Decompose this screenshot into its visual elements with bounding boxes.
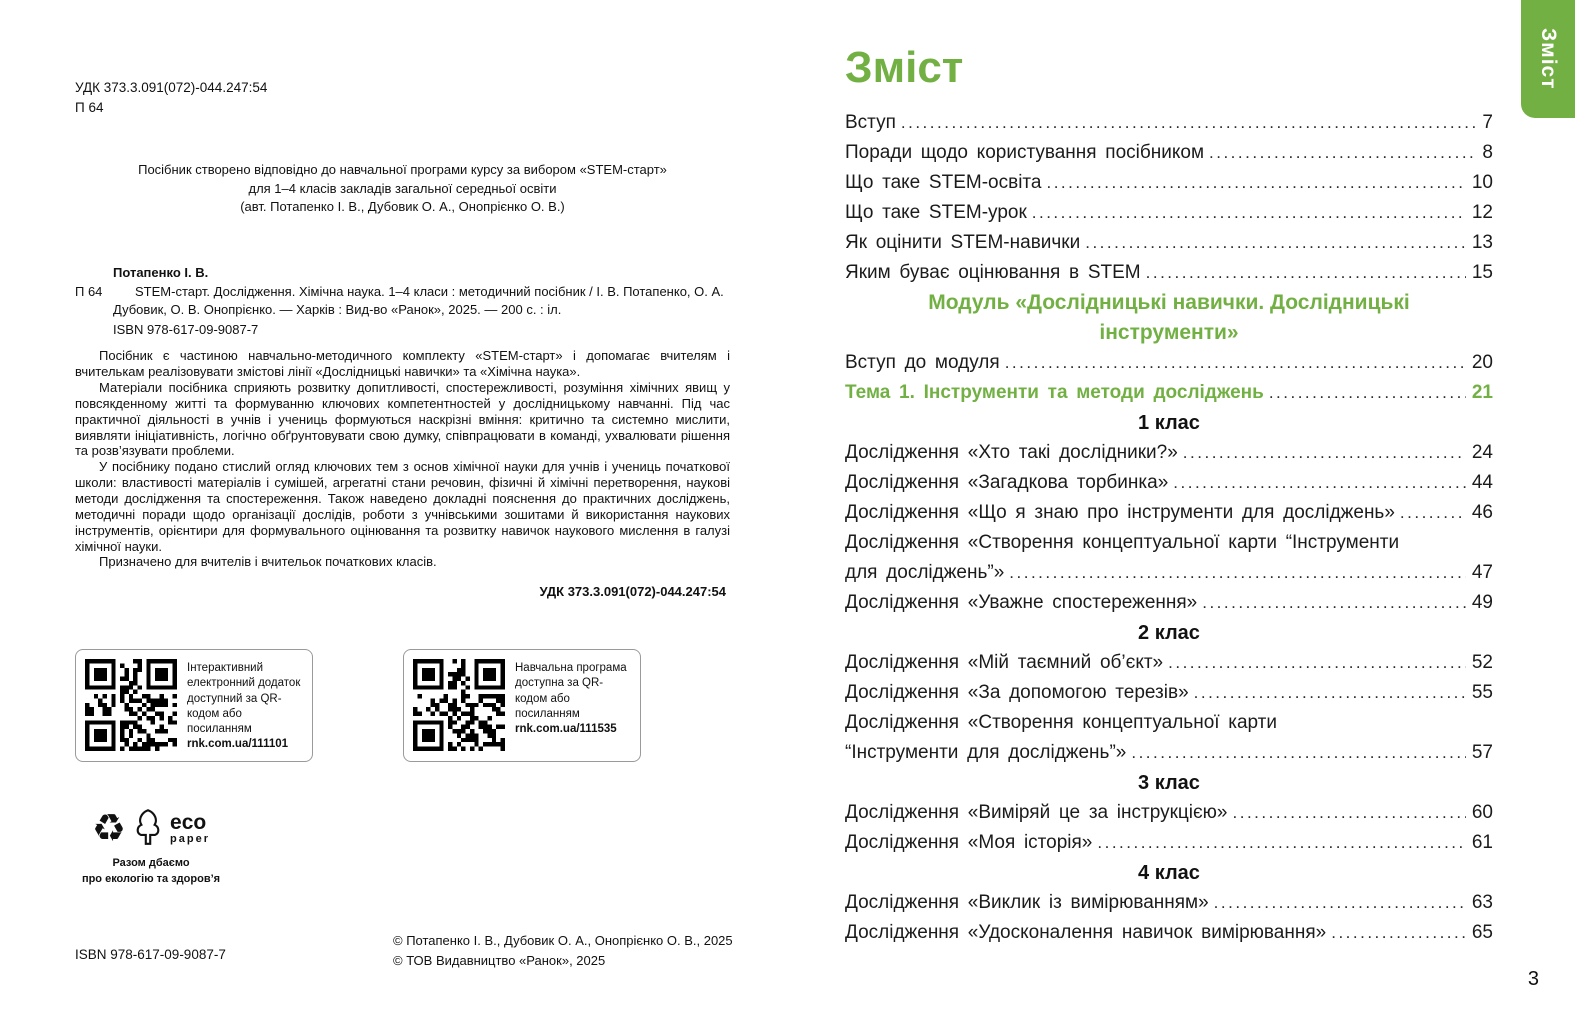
toc-entry-page: 7	[1482, 112, 1493, 133]
toc-entry	[845, 558, 1493, 588]
toc-entry-page: 52	[1471, 652, 1493, 673]
dot-leader	[1097, 828, 1465, 858]
annotation-paragraph: Матеріали посібника сприяють розвитку допитливості, спостережливості, розуміння хімічних явищ у повсякденному житті та формуванню ключових компетентностей у дослідницькому навчанні. Під час практичної діяльності в учнів і учениць формуються наскрізні вміння: критично та системно мислити, виявляти ініціативність, логічно обґрунтовувати свою думку, співпрацювати в команді, ухвалювати рішення та розв’язувати проблеми.	[75, 379, 730, 459]
toc-entry-label: Тема 1. Інструменти та методи досліджень	[845, 382, 1264, 403]
toc-entry-label: Дослідження «Виклик із вимірюванням»	[845, 892, 1209, 913]
toc-entry-label: Вступ до модуля	[845, 352, 1000, 373]
qr-code-icon	[413, 659, 505, 751]
toc-entry	[845, 918, 1493, 948]
toc-title: Зміст	[845, 43, 964, 92]
qr-caption	[187, 659, 303, 752]
toc-entry-label: Дослідження «Уважне спостереження»	[845, 592, 1198, 613]
toc-entry	[845, 738, 1493, 768]
dot-leader	[1400, 498, 1466, 528]
toc-entry	[845, 438, 1493, 468]
toc-entry	[845, 648, 1493, 678]
dot-leader	[1214, 888, 1466, 918]
toc-entry	[845, 678, 1493, 708]
copyright	[393, 931, 733, 971]
toc-entry-page: 49	[1471, 592, 1493, 613]
toc-entry	[845, 258, 1493, 288]
toc-module-heading: інструменти»	[1099, 321, 1239, 344]
qr-caption	[515, 659, 631, 737]
dot-leader	[1209, 138, 1476, 168]
toc-entry-page: 8	[1482, 142, 1493, 163]
toc-entry-label: Що таке STEM-освіта	[845, 172, 1042, 193]
toc-entry-label: Поради щодо користування посібником	[845, 142, 1205, 163]
dot-leader	[1146, 258, 1466, 288]
toc-entry-line1: Дослідження «Створення концептуальної карти “Інструменти	[845, 532, 1400, 553]
annotation-paragraph: У посібнику подано стислий огляд ключових тем з основ хімічної науки для учнів і учениць початкової школи: властивості матеріалів і сумішей, агрегатні стани речовин, фізичні й хімічні перетворення, наукові методи дослідження та спостереження. Також наведено докладні пояснення до практичних досліджень, методичні поради щодо організації дослідів, роботи з учнівськими зошитами й використання наукових інструментів, орієнтири для формувального оцінювання та розвитку навичок наукового мислення в галузі хімічної науки.	[75, 459, 730, 554]
toc-entry-page: 13	[1471, 232, 1493, 253]
annotation	[75, 348, 730, 570]
right-page	[845, 0, 1493, 948]
toc-grade-heading: 4 клас	[1138, 862, 1200, 884]
udk-code: УДК 373.3.091(072)-044.247:54	[75, 80, 268, 95]
dot-leader	[1005, 348, 1466, 378]
toc-entry-label: Дослідження «Моя історія»	[845, 832, 1093, 853]
toc-entry	[845, 138, 1493, 168]
toc-list	[845, 108, 1493, 948]
qr-caption-text: Інтерактивний електронний додаток доступний за QR-кодом або посиланням	[187, 662, 301, 735]
toc-entry-page: 20	[1471, 352, 1493, 373]
toc-entry	[845, 228, 1493, 258]
chapter-tab-label: Зміст	[1537, 28, 1560, 90]
dot-leader	[1046, 168, 1465, 198]
toc-entry-label: Дослідження «Удосконалення навичок вимірювання»	[845, 922, 1327, 943]
toc-entry-label: Яким буває оцінювання в STEM	[845, 262, 1141, 283]
toc-entry	[845, 888, 1493, 918]
dot-leader	[1032, 198, 1466, 228]
toc-entry-label: Дослідження «За допомогою терезів»	[845, 682, 1189, 703]
eco-caption	[75, 856, 227, 887]
dot-leader	[1331, 918, 1466, 948]
tree-icon	[133, 808, 163, 849]
qr-block-interactive-app	[75, 649, 313, 762]
bib-author: Потапенко І. В.	[113, 265, 209, 281]
qr-link: rnk.com.ua/111535	[515, 722, 617, 735]
bib-isbn: ISBN 978-617-09-9087-7	[113, 322, 259, 338]
toc-entry-page: 10	[1471, 172, 1493, 193]
toc-entry	[845, 468, 1493, 498]
dot-leader	[1233, 798, 1466, 828]
dot-leader	[901, 108, 1477, 138]
toc-entry	[845, 168, 1493, 198]
recycle-icon: ♻	[91, 807, 127, 850]
toc-entry-page: 63	[1471, 892, 1493, 913]
annotation-paragraph: Призначено для вчителів і вчительок початкових класів.	[99, 554, 437, 570]
eco-caption-line: про екологію та здоров’я	[81, 872, 221, 885]
toc-entry-page: 46	[1471, 502, 1493, 523]
toc-entry-page: 15	[1471, 262, 1493, 283]
toc-grade-heading: 2 клас	[1138, 622, 1200, 644]
eco-logo-row	[75, 808, 227, 849]
toc-entry	[845, 798, 1493, 828]
toc-entry-line1: Дослідження «Створення концептуальної карти	[845, 712, 1277, 733]
dot-leader	[1202, 588, 1466, 618]
classification-codes	[75, 78, 730, 117]
toc-entry-label: Дослідження «Що я знаю про інструменти для досліджень»	[845, 502, 1395, 523]
eco-paper-logo	[75, 808, 227, 887]
toc-entry	[845, 588, 1493, 618]
toc-entry	[845, 828, 1493, 858]
toc-module-heading: Модуль «Дослідницькі навички. Дослідницькі	[928, 291, 1410, 314]
toc-entry-page: 44	[1471, 472, 1493, 493]
dot-leader	[1009, 558, 1466, 588]
qr-block-curriculum	[403, 649, 641, 762]
copyright-line: © Потапенко І. В., Дубовик О. А., Онопрієнко О. В., 2025	[393, 933, 733, 948]
eco-brand-sub: paper	[170, 833, 211, 846]
bibliographic-record	[75, 264, 730, 339]
dot-leader	[1183, 438, 1466, 468]
toc-entry-label: Дослідження «Виміряй це за інструкцією»	[845, 802, 1228, 823]
toc-entry-page: 55	[1471, 682, 1493, 703]
dot-leader	[1194, 678, 1466, 708]
bib-entry: STEM-старт. Дослідження. Хімічна наука. 1–4 класи : методичний посібник / І. В. Потапенко, О. А. Дубовик, О. В. Онопрієнко. — Харків : Вид-во «Ранок», 2025. — 200 с. : іл.	[113, 283, 724, 317]
bbk-code: П 64	[75, 99, 104, 115]
annotation-paragraph: Посібник є частиною навчально-методичного комплекту «STEM-старт» і допомагає вчителям і вчителькам реалізовувати змістові лінії «Дослідницькі навички» та «Хімічна наука».	[75, 348, 730, 380]
toc-entry	[845, 198, 1493, 228]
toc-entry-label: Вступ	[845, 112, 896, 133]
toc-entry-page: 12	[1471, 202, 1493, 223]
qr-caption-text: Навчальна програма доступна за QR-кодом або посиланням	[515, 662, 627, 720]
qr-row	[75, 649, 730, 762]
isbn-bottom: ISBN 978-617-09-9087-7	[75, 947, 226, 962]
toc-entry-page: 61	[1471, 832, 1493, 853]
eco-brand-name: eco	[170, 811, 207, 835]
dot-leader	[1131, 738, 1466, 768]
edition-note-line: для 1–4 класів закладів загальної середньої освіти	[248, 180, 557, 196]
page-number: 3	[1527, 968, 1539, 990]
toc-entry	[845, 108, 1493, 138]
toc-entry	[845, 348, 1493, 378]
toc-grade-heading: 3 клас	[1138, 772, 1200, 794]
toc-entry-page: 24	[1471, 442, 1493, 463]
toc-grade-heading: 1 клас	[1138, 412, 1200, 434]
toc-entry-page: 65	[1471, 922, 1493, 943]
toc-entry	[845, 378, 1493, 408]
toc-entry-label: “Інструменти для досліджень”»	[845, 742, 1127, 763]
qr-link: rnk.com.ua/111101	[187, 738, 289, 751]
toc-entry-label: Як оцінити STEM-навички	[845, 232, 1081, 253]
left-page	[75, 78, 730, 887]
dot-leader	[1173, 468, 1466, 498]
toc-entry-label: Дослідження «Загадкова торбинка»	[845, 472, 1169, 493]
toc-entry-page: 57	[1471, 742, 1493, 763]
toc-entry-page: 21	[1471, 382, 1493, 403]
edition-note-line: Посібник створено відповідно до навчальної програми курсу за вибором «STEM-старт»	[138, 162, 667, 178]
udk-code-bottom: УДК 373.3.091(072)-044.247:54	[539, 584, 726, 600]
toc-entry-page: 60	[1471, 802, 1493, 823]
toc-entry-label: Дослідження «Мій таємний об’єкт»	[845, 652, 1164, 673]
edition-note	[75, 161, 730, 216]
copyright-line: © ТОВ Видавництво «Ранок», 2025	[393, 953, 606, 969]
eco-brand	[170, 812, 210, 845]
toc-entry-label: для досліджень”»	[845, 562, 1005, 583]
chapter-tab	[1521, 0, 1575, 118]
toc-entry-label: Що таке STEM-урок	[845, 202, 1027, 223]
toc-entry-page: 47	[1471, 562, 1493, 583]
toc-entry	[845, 498, 1493, 528]
dot-leader	[1085, 228, 1466, 258]
dot-leader	[1269, 378, 1466, 408]
edition-note-line: (авт. Потапенко І. В., Дубовик О. А., Онопрієнко О. В.)	[240, 199, 565, 215]
qr-code-icon	[85, 659, 177, 751]
eco-caption-line: Разом дбаємо	[112, 857, 190, 870]
bib-code: П 64	[75, 284, 103, 300]
dot-leader	[1168, 648, 1466, 678]
toc-entry-label: Дослідження «Хто такі дослідники?»	[845, 442, 1178, 463]
